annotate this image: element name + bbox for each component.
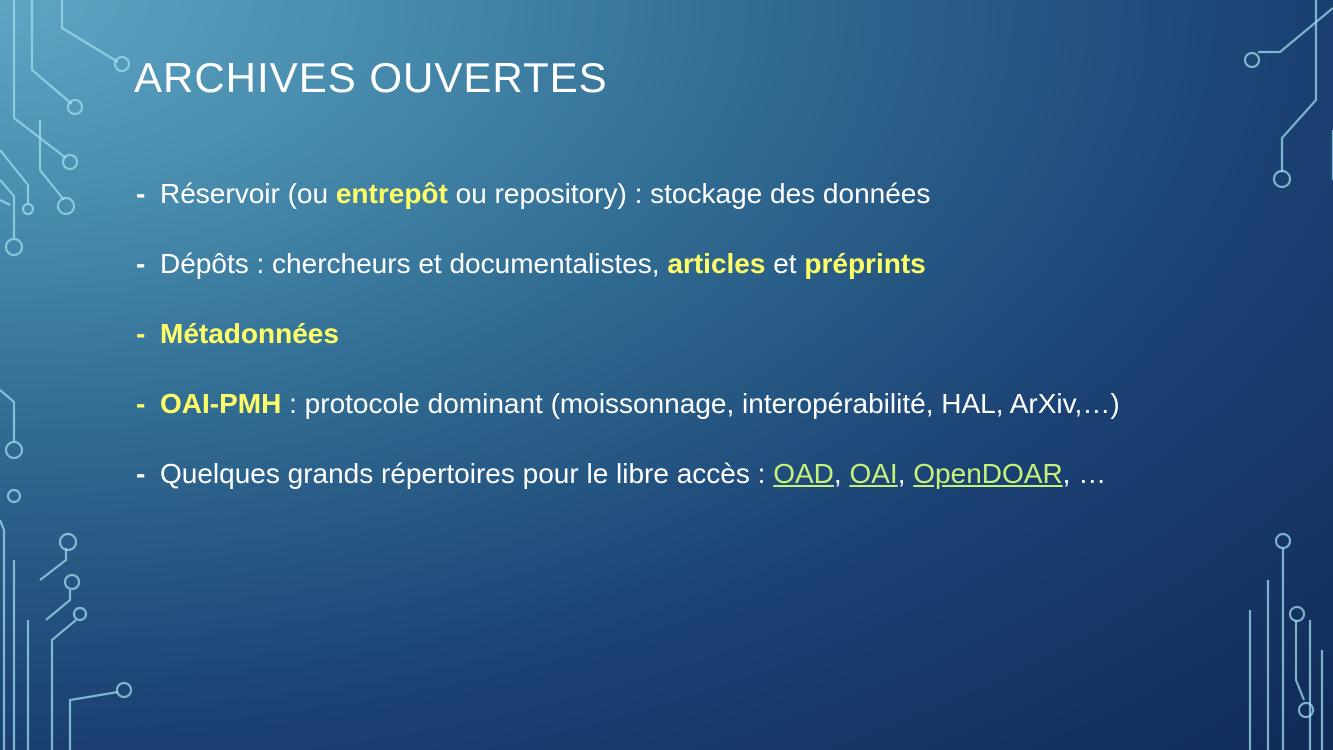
- highlighted-term: préprints: [804, 248, 926, 279]
- bullet-text: et: [765, 248, 805, 279]
- bullet-text: Dépôts : chercheurs et documentalistes,: [160, 248, 668, 279]
- bullet-dash: -: [136, 178, 146, 209]
- bullet-item: [136, 165, 1256, 223]
- bullet-text: : protocole dominant (moissonnage, interopérabilité, HAL, ArXiv,…): [281, 388, 1120, 419]
- repository-link[interactable]: OAD: [773, 458, 834, 489]
- bullet-text: Réservoir (ou: [160, 178, 336, 209]
- bullet-text: ,: [897, 458, 914, 489]
- bullet-text: Quelques grands répertoires pour le libre accès :: [160, 458, 774, 489]
- bullet-item: [136, 445, 1256, 503]
- bullet-text: ,: [833, 458, 850, 489]
- repository-link[interactable]: OAI: [849, 458, 898, 489]
- bullet-item: [136, 375, 1256, 433]
- bullet-text: ou repository) : stockage des données: [447, 178, 931, 209]
- bullet-list: [136, 165, 1256, 503]
- bullet-text: , …: [1062, 458, 1107, 489]
- slide-title: ARCHIVES OUVERTES: [134, 54, 608, 101]
- highlighted-term: OAI-PMH: [160, 388, 282, 419]
- bullet-dash: -: [136, 388, 146, 419]
- bullet-dash: -: [136, 458, 146, 489]
- bullet-item: [136, 305, 1256, 363]
- bullet-dash: -: [136, 248, 146, 279]
- bullet-item: [136, 235, 1256, 293]
- bullet-dash: -: [136, 318, 146, 349]
- repository-link[interactable]: OpenDOAR: [913, 458, 1063, 489]
- highlighted-term: Métadonnées: [160, 318, 339, 349]
- highlighted-term: entrepôt: [335, 178, 448, 209]
- highlighted-term: articles: [667, 248, 766, 279]
